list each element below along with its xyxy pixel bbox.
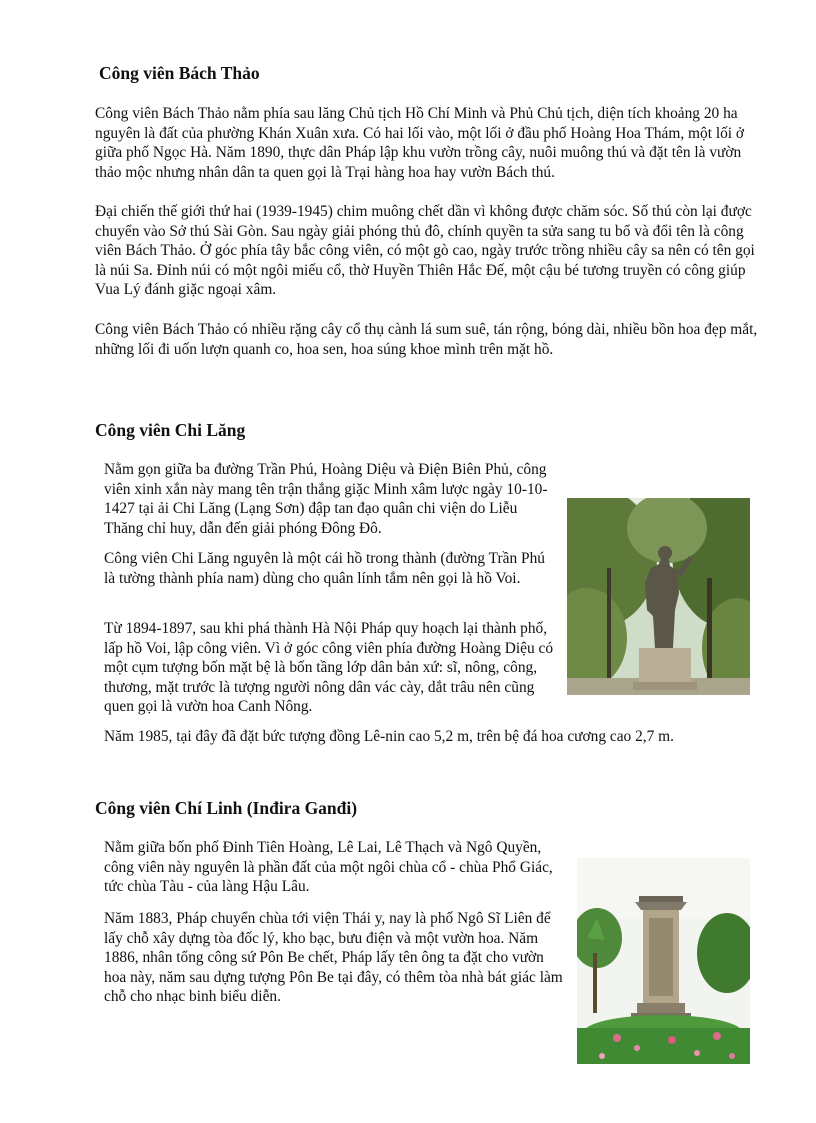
lenin-statue-photo xyxy=(567,498,750,695)
chi-linh-park-photo xyxy=(577,858,750,1064)
paragraph: Năm 1985, tại đây đã đặt bức tượng đồng Lê-nin cao 5,2 m, trên bệ đá hoa cương cao 2,7 m. xyxy=(104,728,674,745)
paragraph: Từ 1894-1897, sau khi phá thành Hà Nội Pháp quy hoạch lại thành phố, lấp hồ Voi, lập công viên. Vì ở góc công viên phía đường Hoàng Diệu có một cụm tượng bốn mặt bệ là bốn tầng lớp dân bản xứ: sĩ, nông, công, thương, mặt trước là tượng người nông dân vác cày, dắt trâu nên cũng quen gọi là vườn hoa Canh Nông. xyxy=(104,620,554,716)
paragraph: Công viên Bách Thảo nằm phía sau lăng Chủ tịch Hồ Chí Minh và Phủ Chủ tịch, diện tích khoảng 20 ha nguyên là đất của phường Khán Xuân xưa. Có hai lối vào, một lối ở đầu phố Hoàng Hoa Thám, một lối ở giữa phố Ngọc Hà. Năm 1890, thực dân Pháp lập khu vườn trồng cây, nuôi muông thú và đặt tên là vườn thảo mộc nhưng nhân dân ta quen gọi là Trại hàng hoa hay vườn Bách thú. xyxy=(95,105,745,181)
section-title-bach-thao: Công viên Bách Thảo xyxy=(99,63,260,83)
section-title-chi-linh: Công viên Chí Linh (Inđira Ganđi) xyxy=(95,798,358,818)
paragraph: Đại chiến thế giới thứ hai (1939-1945) chim muông chết dần vì không được chăm sóc. Số thú còn lại được chuyển vào Sở thú Sài Gòn. Sau ngày giải phóng thủ đô, chính quyền ta sửa sang tu bổ và đổi tên là công viên Bách Thảo. Ở góc phía tây bắc công viên, có một gò cao, ngày trước trồng nhiều cây sa nên có tên gọi là núi Sa. Đỉnh núi có một ngôi miếu cổ, thờ Huyền Thiên Hắc Đế, một cậu bé tương truyền có công giúp Vua Lý đánh giặc ngoại xâm. xyxy=(95,203,755,299)
paragraph: Nằm giữa bốn phố Đinh Tiên Hoàng, Lê Lai, Lê Thạch và Ngô Quyền, công viên này nguyên là phần đất của một ngôi chùa cổ - chùa Phổ Giác, tức chùa Tàu - của làng Hậu Lâu. xyxy=(104,839,553,896)
section-title-chi-lang: Công viên Chi Lăng xyxy=(95,420,246,440)
paragraph: Nằm gọn giữa ba đường Trần Phú, Hoàng Diệu và Điện Biên Phủ, công viên xinh xắn này mang tên trận thắng giặc Minh xâm lược ngày 10-10-1427 tại ải Chi Lăng (Lạng Sơn) đập tan đạo quân chi viện do Liễu Thăng chỉ huy, dẫn đến giải phóng Đông Đô. xyxy=(104,461,548,537)
paragraph: Công viên Chi Lăng nguyên là một cái hồ trong thành (đường Trần Phú là tường thành phía nam) dùng cho quân lính tắm nên gọi là hồ Voi. xyxy=(104,550,545,587)
paragraph: Công viên Bách Thảo có nhiều rặng cây cổ thụ cành lá sum suê, tán rộng, bóng dài, nhiều bồn hoa đẹp mắt, những lối đi uốn lượn quanh co, hoa sen, hoa súng khoe mình trên mặt hồ. xyxy=(95,321,758,358)
paragraph: Năm 1883, Pháp chuyển chùa tới viện Thái y, nay là phố Ngô Sĩ Liên để lấy chỗ xây dựng tòa đốc lý, kho bạc, bưu điện và một vườn hoa. Năm 1886, nhân tổng công sứ Pôn Be chết, Pháp lấy tên ông ta đặt cho vườn hoa này, năm sau dựng tượng Pôn Be tại đây, có thêm tòa nhà bát giác làm chỗ cho nhạc binh biểu diễn. xyxy=(104,910,563,1006)
